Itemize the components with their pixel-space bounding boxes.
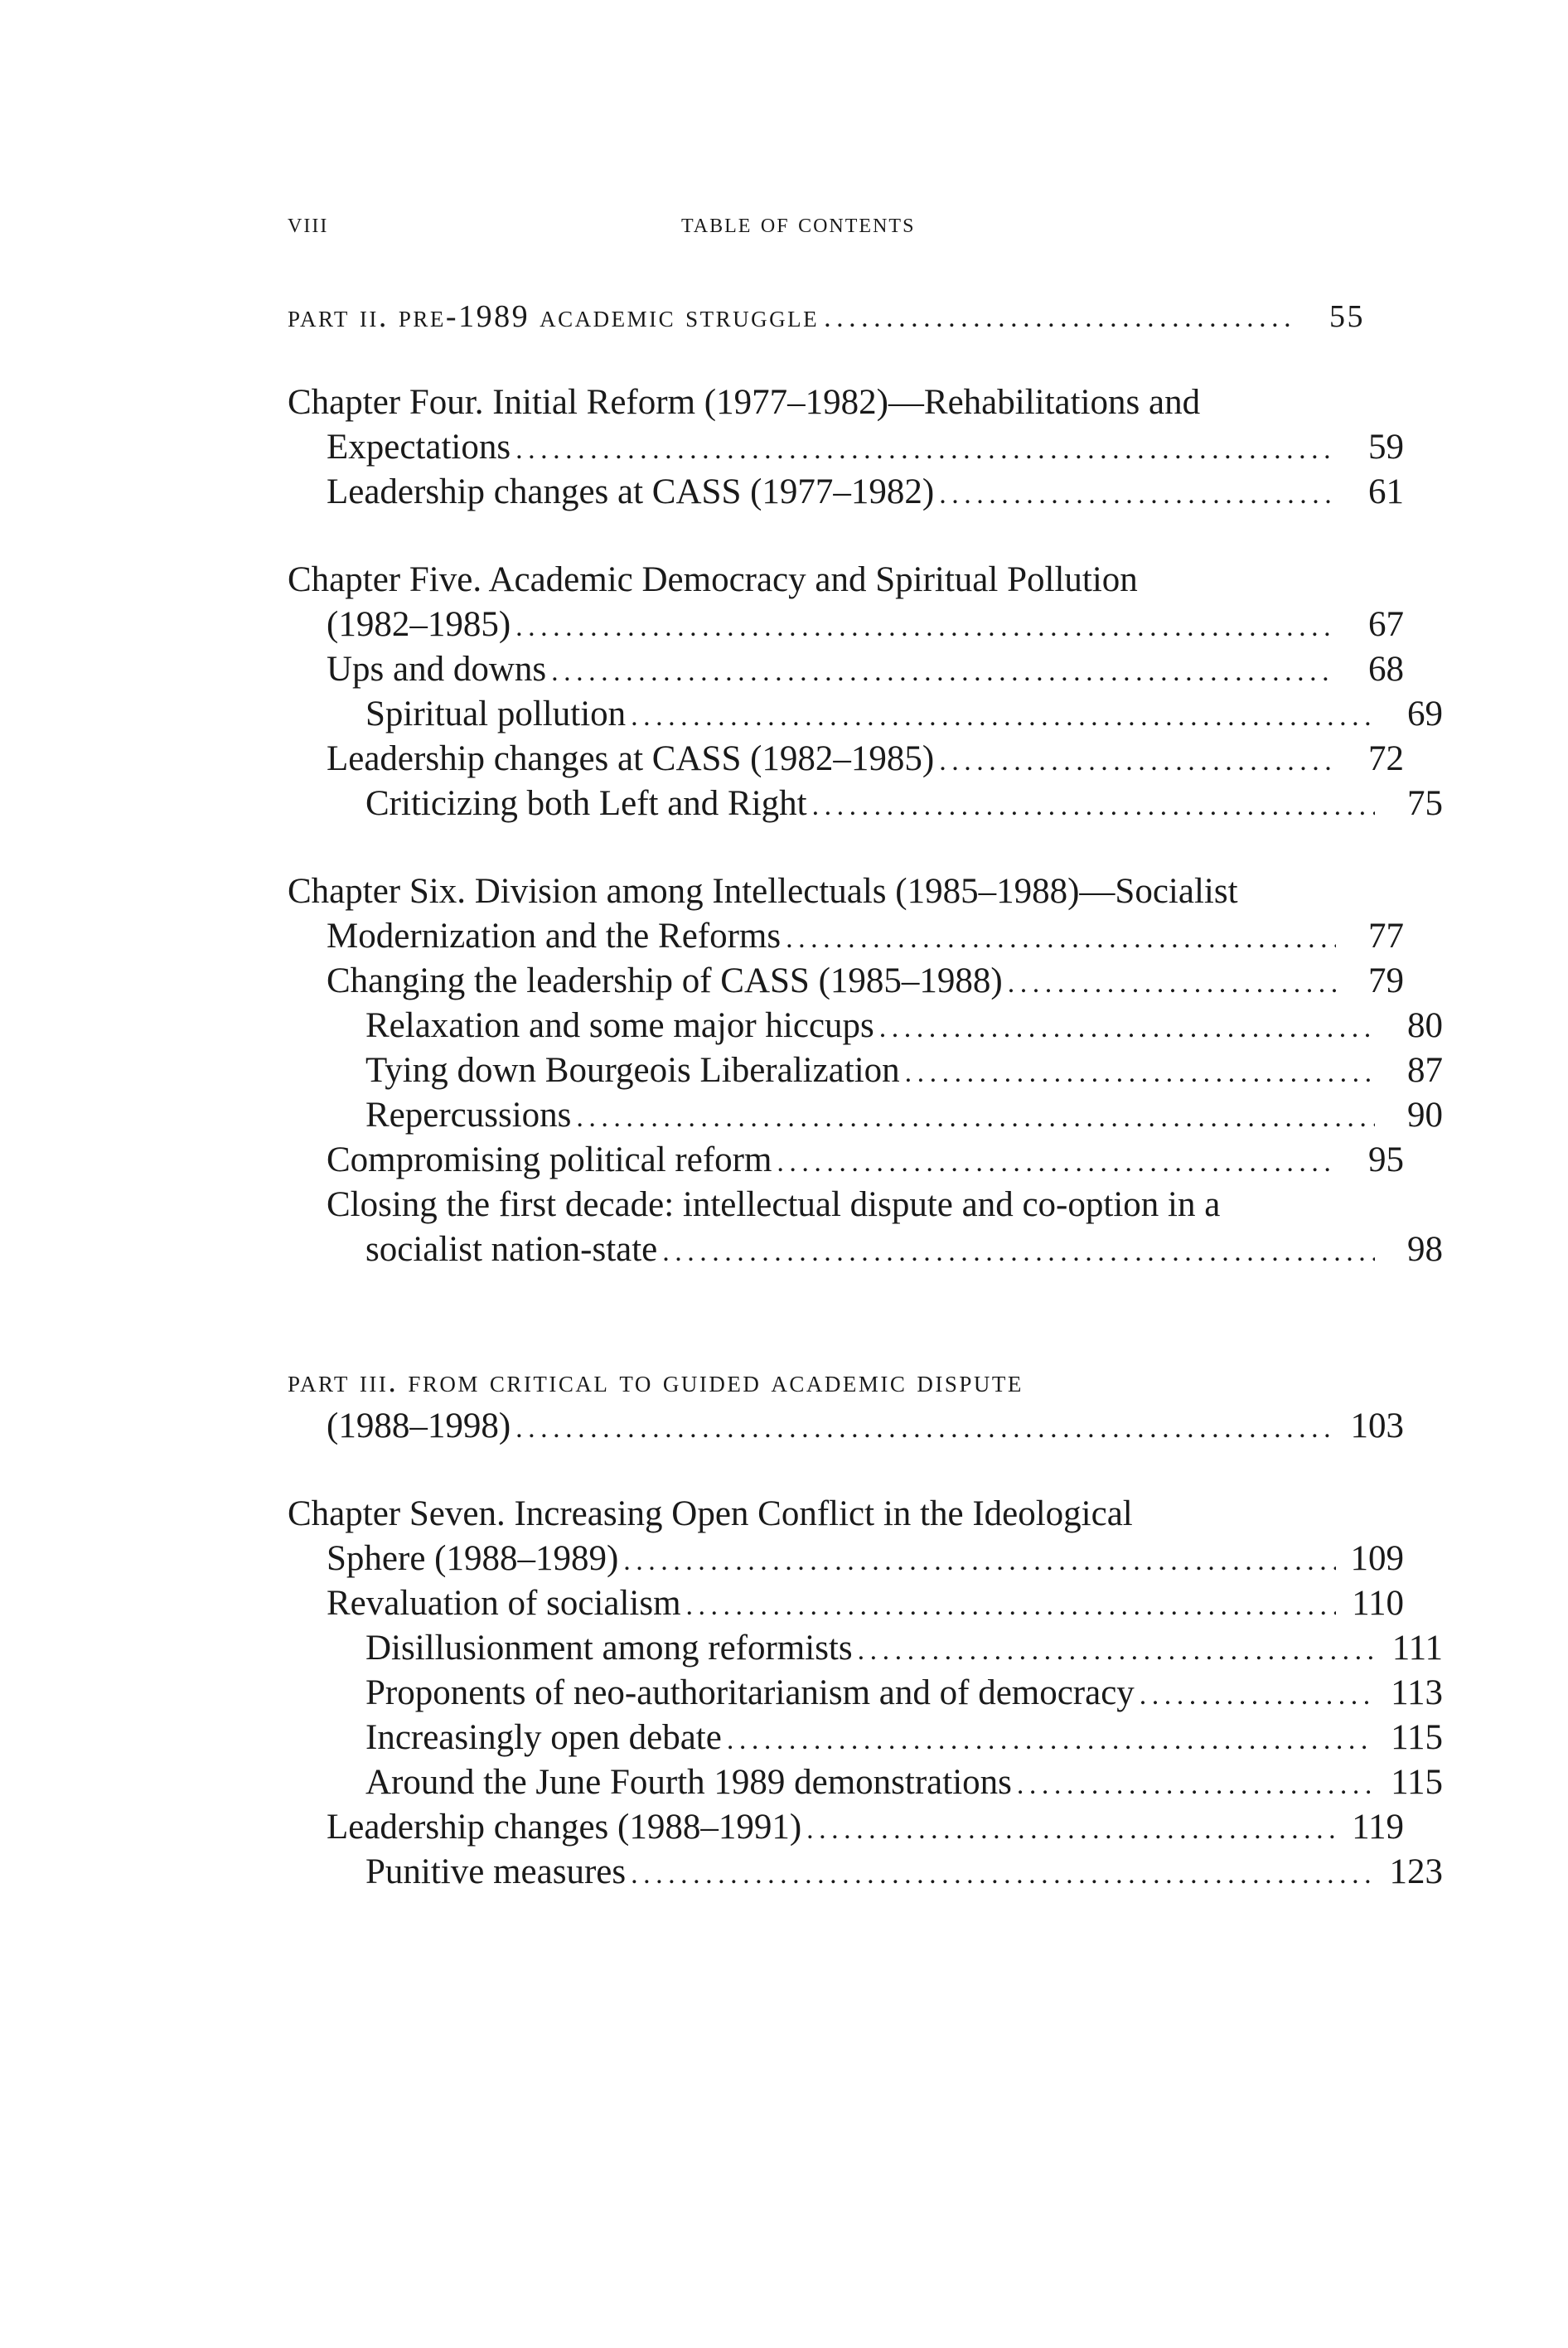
toc-entry-title: Relaxation and some major hiccups xyxy=(365,1006,874,1045)
toc-page-number: 67 xyxy=(1368,605,1404,644)
toc-page-number: 109 xyxy=(1350,1539,1404,1578)
toc-entry-title: Leadership changes (1988–1991) xyxy=(327,1808,802,1847)
toc-page-number: 115 xyxy=(1391,1718,1443,1757)
toc-entry-title: Compromising political reform xyxy=(327,1140,772,1179)
toc-entry-title: Modernization and the Reforms xyxy=(327,917,782,956)
toc-page-number: 69 xyxy=(1407,695,1443,733)
leader-dots xyxy=(806,1808,1336,1852)
toc-entry-chapter-6-title xyxy=(288,869,1365,914)
toc-entry-subsection[interactable] xyxy=(288,1716,1443,1760)
toc-entry-chapter-5[interactable] xyxy=(288,603,1404,647)
leader-dots xyxy=(812,784,1375,829)
toc-entry-part-3-title xyxy=(288,1359,1365,1404)
toc-entry-chapter-7[interactable] xyxy=(288,1537,1404,1581)
toc-entry-subsection[interactable] xyxy=(288,1626,1443,1671)
toc-entry-subsection[interactable] xyxy=(288,1760,1443,1805)
leader-dots xyxy=(623,1539,1336,1584)
leader-dots xyxy=(939,739,1336,784)
toc-entry-title: part ii. pre-1989 academic struggle xyxy=(288,299,820,334)
toc-page-number: 119 xyxy=(1352,1808,1404,1847)
toc-page-number: 87 xyxy=(1407,1051,1443,1090)
toc-entry-section[interactable] xyxy=(288,1581,1404,1626)
toc-entry-chapter-5-title xyxy=(288,558,1365,603)
toc-entry-title: Sphere (1988–1989) xyxy=(327,1539,619,1578)
leader-dots xyxy=(858,1629,1375,1673)
leader-dots xyxy=(777,1140,1336,1185)
toc-entry-title: Spiritual pollution xyxy=(365,695,627,733)
leader-dots xyxy=(576,1096,1375,1140)
toc-entry-section[interactable] xyxy=(288,1138,1404,1183)
toc-page-number: 110 xyxy=(1352,1584,1404,1623)
leader-dots xyxy=(879,1006,1375,1051)
toc-entry-section[interactable] xyxy=(288,737,1404,782)
toc-entry-subsection[interactable] xyxy=(288,782,1443,826)
leader-dots xyxy=(631,695,1375,739)
toc-entry-section[interactable] xyxy=(288,470,1404,515)
toc-entry-title: (1988–1998) xyxy=(327,1406,511,1445)
leader-dots xyxy=(1140,1673,1375,1718)
toc-entry-title: Ups and downs xyxy=(327,650,547,689)
toc-entry-part-3[interactable] xyxy=(288,1404,1404,1449)
toc-entry-title: Disillusionment among reformists xyxy=(365,1629,853,1668)
toc-page-number: 123 xyxy=(1389,1852,1443,1891)
toc-entry-title: socialist nation-state xyxy=(365,1230,658,1269)
leader-dots xyxy=(905,1051,1375,1096)
toc-entry-title: Leadership changes at CASS (1977–1982) xyxy=(327,472,935,511)
leader-dots xyxy=(727,1718,1375,1763)
leader-dots xyxy=(786,917,1336,961)
toc-entry-chapter-4[interactable] xyxy=(288,425,1404,470)
toc-entry-section[interactable] xyxy=(288,1805,1404,1850)
toc-entry-subsection[interactable] xyxy=(288,1850,1443,1895)
toc-page-number: 113 xyxy=(1391,1673,1443,1712)
toc-entry-section[interactable] xyxy=(288,959,1404,1004)
toc-entry-title: part iii. from critical to guided academic dispute xyxy=(288,1364,1024,1399)
toc-entry-section-title xyxy=(288,1183,1404,1227)
toc-entry-subsection[interactable] xyxy=(288,692,1443,737)
toc-page-number: 95 xyxy=(1368,1140,1404,1179)
page-number: viii xyxy=(288,208,329,239)
toc-entry-title: Revaluation of socialism xyxy=(327,1584,681,1623)
toc-entry-title: Criticizing both Left and Right xyxy=(365,784,807,823)
toc-entry-title: Repercussions xyxy=(365,1096,572,1135)
toc-entry-title: Proponents of neo-authoritarianism and of democracy xyxy=(365,1673,1135,1712)
toc-page xyxy=(288,0,1443,2348)
leader-dots xyxy=(551,650,1336,695)
toc-entry-section[interactable] xyxy=(288,1227,1443,1272)
toc-page-number: 75 xyxy=(1407,784,1443,823)
toc-page-number: 79 xyxy=(1368,961,1404,1000)
leader-dots xyxy=(515,428,1336,472)
toc-entry-title: Chapter Four. Initial Reform (1977–1982)—Rehabilitations and xyxy=(288,383,1201,422)
toc-entry-title: Chapter Seven. Increasing Open Conflict in the Ideological xyxy=(288,1494,1133,1533)
toc-entry-title: Around the June Fourth 1989 demonstrations xyxy=(365,1763,1012,1802)
leader-dots xyxy=(662,1230,1375,1275)
toc-entry-title: Tying down Bourgeois Liberalization xyxy=(365,1051,900,1090)
leader-dots xyxy=(939,472,1336,517)
toc-page-number: 103 xyxy=(1350,1406,1404,1445)
toc-entry-title: Changing the leadership of CASS (1985–1988) xyxy=(327,961,1003,1000)
toc-entry-title: Expectations xyxy=(327,428,511,467)
leader-dots xyxy=(824,296,1297,341)
toc-page-number: 90 xyxy=(1407,1096,1443,1135)
toc-entry-chapter-6[interactable] xyxy=(288,914,1404,959)
toc-entry-section[interactable] xyxy=(288,647,1404,692)
running-head-title: table of contents xyxy=(681,208,916,239)
toc-page-number: 55 xyxy=(1329,299,1365,334)
leader-dots xyxy=(1017,1763,1375,1808)
toc-page-number: 115 xyxy=(1391,1763,1443,1802)
toc-page-number: 98 xyxy=(1407,1230,1443,1269)
toc-entry-chapter-4-title xyxy=(288,380,1365,425)
leader-dots xyxy=(515,1406,1336,1451)
leader-dots xyxy=(515,605,1336,650)
toc-entry-title: Chapter Five. Academic Democracy and Spiritual Pollution xyxy=(288,560,1138,599)
toc-entry-part-2[interactable] xyxy=(288,294,1365,339)
toc-page-number: 72 xyxy=(1368,739,1404,778)
toc-page-number: 61 xyxy=(1368,472,1404,511)
toc-entry-subsection[interactable] xyxy=(288,1048,1443,1093)
leader-dots xyxy=(1008,961,1336,1006)
toc-entry-subsection[interactable] xyxy=(288,1093,1443,1138)
toc-entry-subsection[interactable] xyxy=(288,1004,1443,1048)
toc-entry-chapter-7-title xyxy=(288,1492,1365,1537)
leader-dots xyxy=(631,1852,1375,1897)
toc-page-number: 111 xyxy=(1391,1629,1443,1668)
toc-entry-title: (1982–1985) xyxy=(327,605,511,644)
toc-entry-title: Chapter Six. Division among Intellectuals (1985–1988)—Socialist xyxy=(288,872,1238,911)
leader-dots xyxy=(686,1584,1336,1629)
toc-entry-title: Closing the first decade: intellectual dispute and co-option in a xyxy=(327,1185,1221,1224)
toc-page-number: 77 xyxy=(1368,917,1404,956)
toc-entry-subsection[interactable] xyxy=(288,1671,1443,1716)
toc-page-number: 59 xyxy=(1368,428,1404,467)
toc-entry-title: Punitive measures xyxy=(365,1852,627,1891)
toc-page-number: 80 xyxy=(1407,1006,1443,1045)
toc-page-number: 68 xyxy=(1368,650,1404,689)
toc-entry-title: Increasingly open debate xyxy=(365,1718,722,1757)
toc-entry-title: Leadership changes at CASS (1982–1985) xyxy=(327,739,935,778)
running-head xyxy=(288,208,1365,241)
